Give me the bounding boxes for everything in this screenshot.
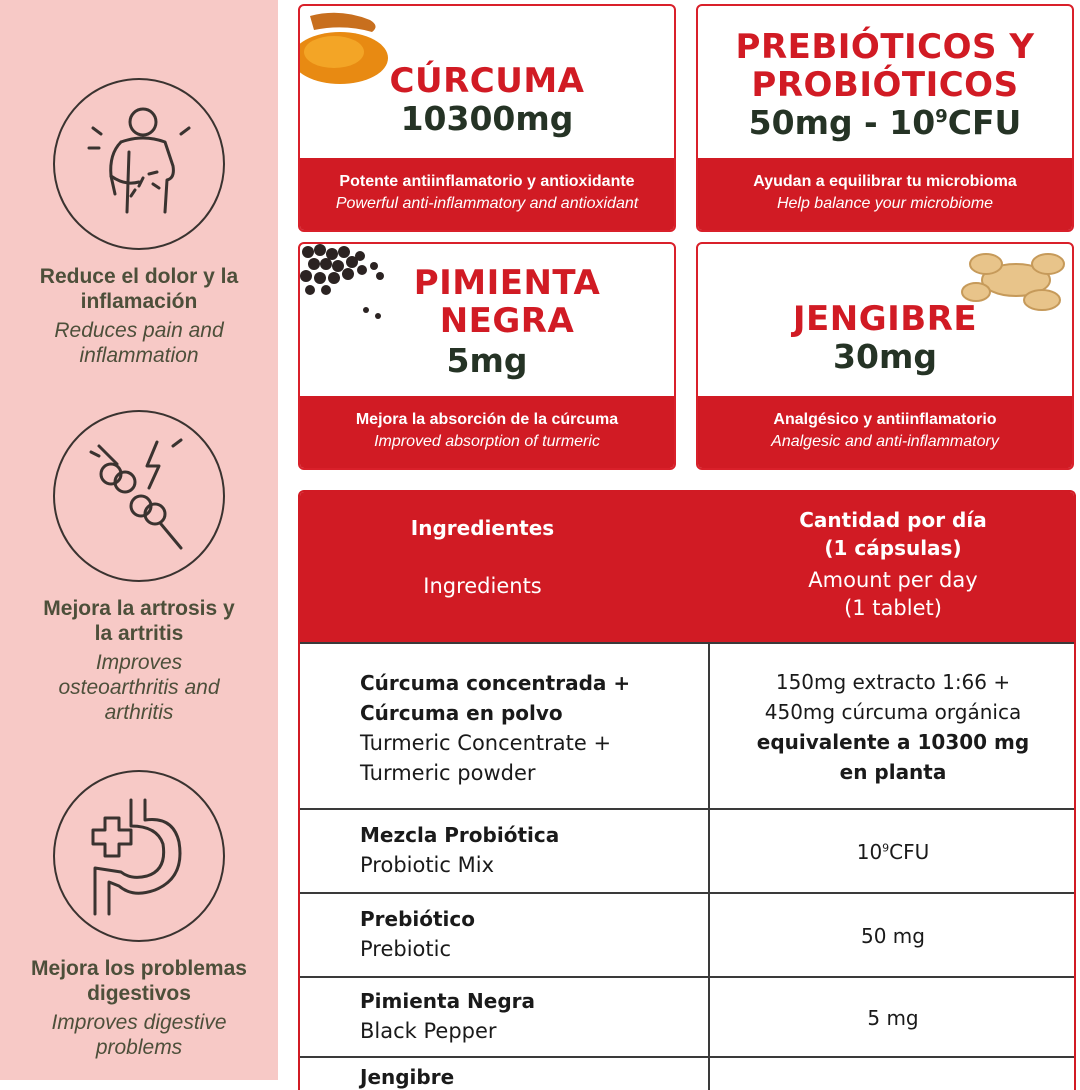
pimienta-desc-en: Improved absorption of turmeric: [374, 433, 600, 450]
curcuma-dose: 10300mg: [400, 99, 574, 138]
probioticos-band: [698, 158, 1072, 232]
jengibre-band: [698, 396, 1072, 470]
jengibre-title: JENGIBRE: [792, 299, 978, 339]
table-row: [300, 1056, 1076, 1090]
ingredient-cell: Cúrcuma concentrada + Cúrcuma en polvo Turmeric Concentrate + Turmeric powder: [300, 644, 710, 810]
pimienta-title-line1: PIMIENTA: [413, 263, 601, 303]
jengibre-dose: 30mg: [833, 337, 937, 376]
curcuma-title: CÚRCUMA: [389, 61, 585, 101]
curcuma-desc-en: Powerful anti-inflammatory and antioxidant: [335, 195, 639, 212]
table-row: [300, 642, 1076, 810]
amount-cell: 5 mg: [867, 1006, 919, 1030]
table-row: [300, 892, 1076, 978]
card-jengibre: [696, 242, 1074, 470]
card-pimienta: [298, 242, 676, 470]
benefit-digestive: [0, 770, 278, 1060]
table-header: [300, 492, 1074, 642]
card-curcuma: [298, 4, 676, 232]
benefit-pain-es: Reduce el dolor y la inflamación: [39, 265, 239, 313]
ingredient-cell: Prebiótico Prebiotic: [300, 894, 710, 978]
pimienta-band: [300, 396, 674, 470]
ingredient-cell: Mezcla Probiótica Probiotic Mix: [300, 810, 710, 894]
benefit-pain-en: Reduces pain and inflammation: [54, 319, 224, 367]
ingredient-cell: Pimienta Negra Black Pepper: [300, 978, 710, 1058]
benefit-arthritis: [0, 410, 278, 725]
header-ingredients: Ingredientes Ingredients: [410, 516, 555, 598]
jengibre-desc-en: Analgesic and anti-inflammatory: [771, 433, 999, 450]
pimienta-title-line2: NEGRA: [439, 301, 575, 341]
benefits-sidebar: [0, 0, 278, 1080]
curcuma-desc-es: Potente antiinflamatorio y antioxidante: [339, 173, 635, 190]
back-pain-icon: [53, 78, 225, 250]
stomach-icon: [53, 770, 225, 942]
benefit-arthritis-en: Improves osteoarthritis and arthritis: [58, 651, 220, 724]
table-row: [300, 808, 1076, 894]
probioticos-desc-en: Help balance your microbiome: [776, 195, 994, 212]
table-row: [300, 976, 1076, 1058]
amount-cell: $10^9CFU$: [856, 840, 930, 864]
pimienta-desc-es: Mejora la absorción de la cúrcuma: [355, 411, 619, 428]
header-amount: Cantidad por día (1 cápsulas) Amount per day (1 tablet): [799, 508, 987, 620]
amount-cell: 50 mg: [861, 924, 925, 948]
probioticos-dose: $50mg - 10^9CFU$: [748, 103, 1022, 142]
amount-cell: [710, 1058, 1076, 1090]
benefit-pain: [0, 78, 278, 368]
curcuma-band: [300, 158, 674, 232]
joint-icon: [53, 410, 225, 582]
probioticos-title-line1: PREBIÓTICOS Y: [735, 27, 1035, 67]
probioticos-desc-es: Ayudan a equilibrar tu microbioma: [753, 173, 1017, 190]
ingredients-table: [298, 490, 1076, 1090]
amount-cell: 150mg extracto 1:66 + 450mg cúrcuma orgánica equivalente a 10300 mg en planta: [756, 670, 1030, 784]
jengibre-desc-es: Analgésico y antiinflamatorio: [773, 411, 997, 428]
benefit-arthritis-es: Mejora la artrosis y la artritis: [43, 597, 235, 645]
pimienta-dose: 5mg: [446, 341, 528, 380]
card-probioticos: [696, 4, 1074, 232]
probioticos-title-line2: PROBIÓTICOS: [751, 65, 1019, 105]
benefit-digestive-es: Mejora los problemas digestivos: [31, 957, 247, 1005]
ingredient-cell: Jengibre: [300, 1058, 710, 1090]
benefit-digestive-en: Improves digestive problems: [51, 1011, 227, 1059]
